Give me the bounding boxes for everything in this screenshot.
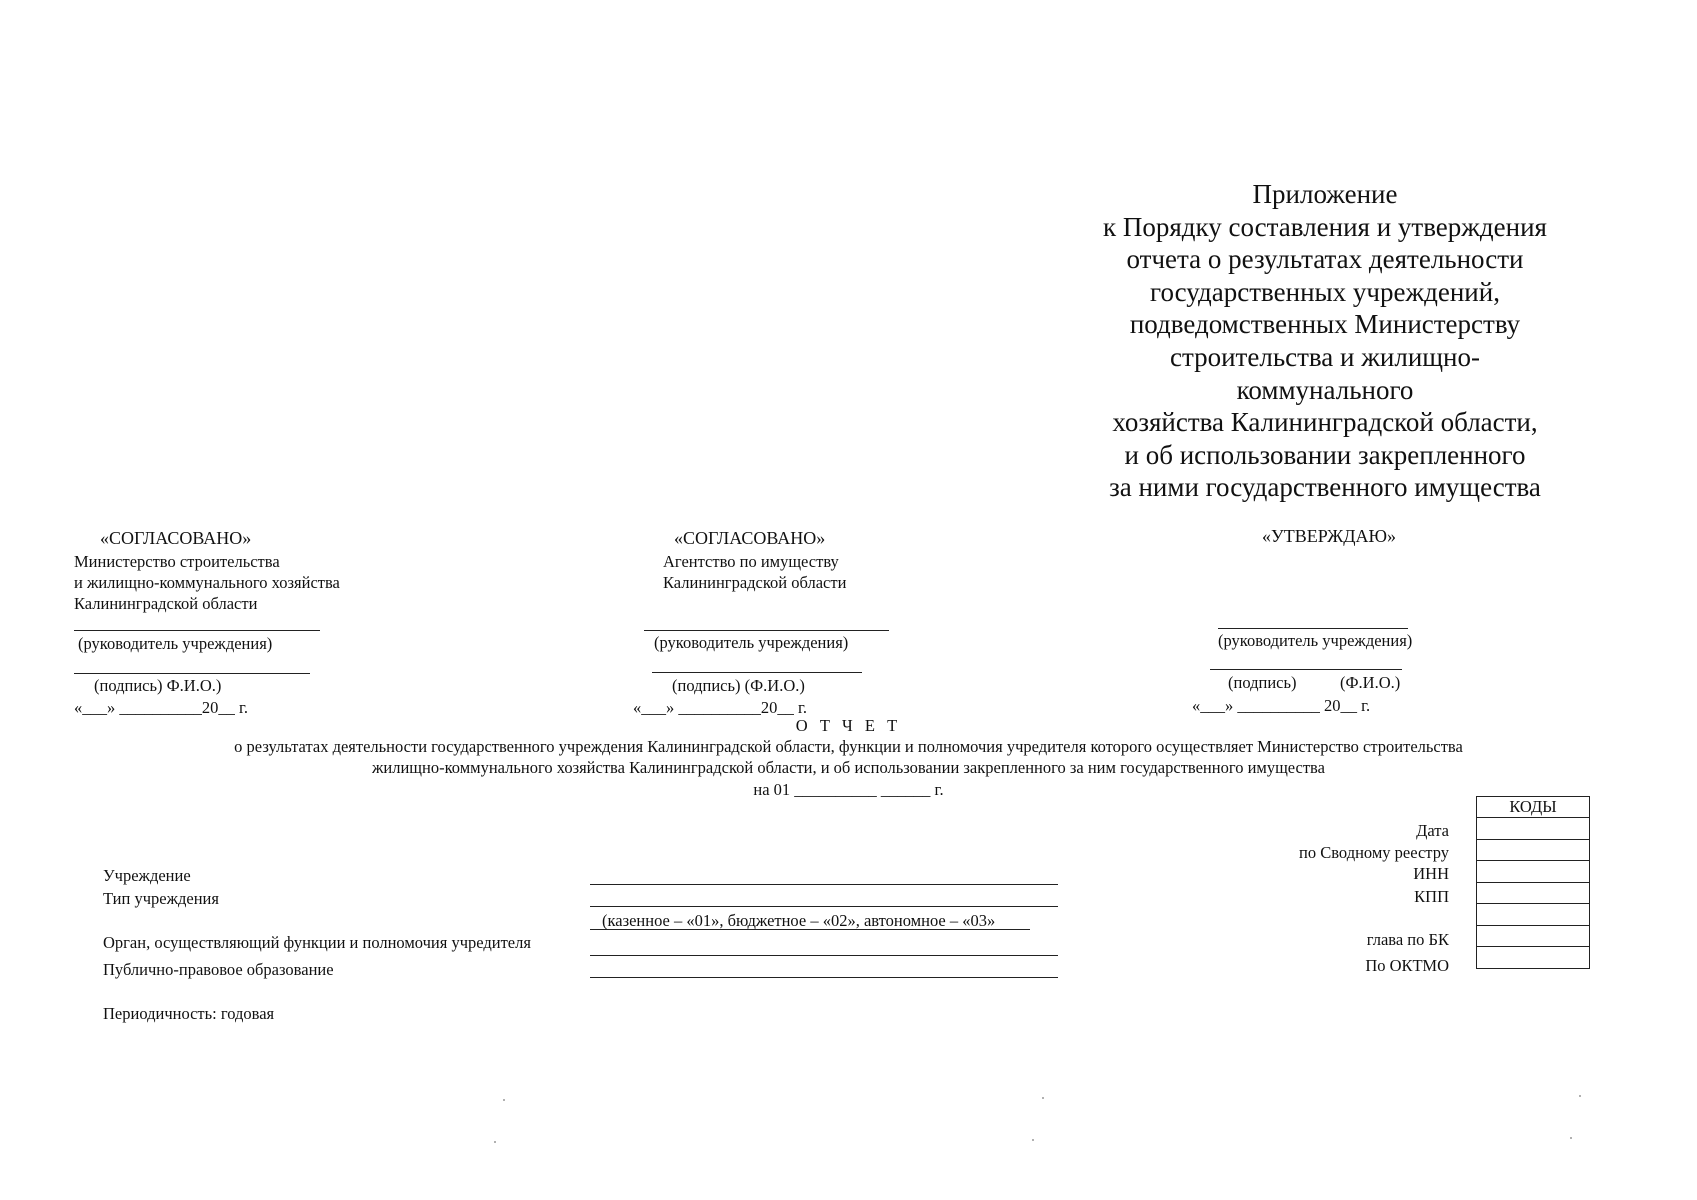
- label-institution-type: Тип учреждения: [103, 889, 219, 908]
- label-periodicity: Периодичность: годовая: [103, 1004, 275, 1023]
- code-cell-oktmo[interactable]: [1477, 947, 1590, 969]
- label-public-entity: Публично-правовое образование: [103, 960, 334, 979]
- code-cell-inn[interactable]: [1477, 861, 1590, 883]
- code-label-inn: ИНН: [1413, 864, 1449, 883]
- institution-type-field[interactable]: [590, 906, 1058, 907]
- org-line: Калининградской области: [74, 594, 258, 613]
- institution-type-hint-underline: [590, 929, 1030, 930]
- approval-1-org: [74, 551, 340, 614]
- approval-3-date: «___» __________ 20__ г.: [1192, 696, 1371, 715]
- label-founder-body: Орган, осуществляющий функции и полномочия учредителя: [103, 933, 531, 952]
- scan-speck: [494, 1141, 496, 1143]
- approval-2-org: [663, 551, 846, 593]
- appendix-line: государственных учреждений,: [1150, 276, 1500, 307]
- org-line: и жилищно-коммунального хозяйства: [74, 573, 340, 592]
- report-line-2: жилищно-коммунального хозяйства Калининградской области, и об использовании закрепленного за ним государственного имущества: [372, 758, 1325, 777]
- code-label-date: Дата: [1416, 821, 1449, 840]
- scan-speck: [1579, 1095, 1581, 1097]
- appendix-heading: [1075, 178, 1575, 504]
- approval-2-stamp: «СОГЛАСОВАНО»: [674, 528, 826, 548]
- approval-1-sign-line: [74, 673, 310, 674]
- approval-1-sign-caption: (подпись) Ф.И.О.): [94, 676, 222, 695]
- org-line: Калининградской области: [663, 573, 847, 592]
- approval-1-role: (руководитель учреждения): [78, 634, 273, 653]
- institution-field[interactable]: [590, 884, 1058, 885]
- report-heading-text: О Т Ч Е Т: [795, 716, 902, 735]
- code-label-oktmo: По ОКТМО: [1365, 956, 1449, 975]
- appendix-line: отчета о результатах деятельности: [1126, 244, 1524, 275]
- report-date-line: на 01 __________ ______ г.: [753, 780, 944, 799]
- approval-3-sign-caption-left: (подпись): [1228, 673, 1297, 692]
- code-label-kpp: КПП: [1414, 887, 1449, 906]
- institution-type-hint: (казенное – «01», бюджетное – «02», автономное – «03»: [602, 911, 996, 930]
- appendix-line: строительства и жилищно-: [1170, 341, 1480, 372]
- org-line: Министерство строительства: [74, 552, 280, 571]
- report-heading: [0, 715, 1697, 736]
- founder-body-field[interactable]: [590, 955, 1058, 956]
- approval-2-sign-line: [652, 672, 862, 673]
- report-line-1: о результатах деятельности государственного учреждения Калининградской области, функции и полномочия учредителя которого осуществляет Министерство строительства: [234, 737, 1463, 756]
- appendix-line: коммунального: [1236, 374, 1414, 405]
- code-label-bk: глава по БК: [1366, 930, 1449, 949]
- approval-3-stamp: «УТВЕРЖДАЮ»: [1262, 526, 1397, 546]
- approval-1-stamp: «СОГЛАСОВАНО»: [100, 528, 252, 548]
- code-cell-kpp[interactable]: [1477, 882, 1590, 904]
- approval-3-role-line: [1218, 628, 1408, 629]
- appendix-line: к Порядку составления и утверждения: [1103, 211, 1547, 242]
- scan-speck: [1032, 1139, 1034, 1141]
- approval-1-date: «___» __________20__ г.: [74, 698, 249, 717]
- appendix-line: и об использовании закрепленного: [1124, 439, 1526, 470]
- appendix-line: Приложение: [1252, 179, 1398, 209]
- approval-1-role-line: [74, 630, 320, 631]
- code-cell-registry[interactable]: [1477, 839, 1590, 861]
- code-label-registry: по Сводному реестру: [1299, 843, 1449, 862]
- appendix-line: хозяйства Калининградской области,: [1112, 407, 1538, 438]
- appendix-line: за ними государственного имущества: [1109, 472, 1541, 503]
- approval-3-sign-line: [1210, 669, 1402, 670]
- org-line: Агентство по имуществу: [663, 552, 839, 571]
- code-cell-bk[interactable]: [1477, 925, 1590, 947]
- approval-3-sign-caption-right: (Ф.И.О.): [1340, 673, 1401, 692]
- public-entity-field[interactable]: [590, 977, 1058, 978]
- codes-table: [1476, 796, 1590, 969]
- approval-2-date: «___» __________20__ г.: [633, 698, 808, 717]
- code-cell-extra[interactable]: [1477, 904, 1590, 926]
- scan-speck: [1570, 1137, 1572, 1139]
- code-cell-date[interactable]: [1477, 818, 1590, 840]
- approval-3-role: (руководитель учреждения): [1218, 631, 1413, 650]
- appendix-line: подведомственных Министерству: [1129, 309, 1521, 340]
- codes-header: КОДЫ: [1477, 797, 1590, 818]
- label-institution: Учреждение: [103, 866, 191, 885]
- approval-2-role-line: [644, 630, 889, 631]
- approval-2-role: (руководитель учреждения): [654, 633, 849, 652]
- approval-2-sign-caption: (подпись) (Ф.И.О.): [672, 676, 805, 695]
- scan-speck: [1042, 1097, 1044, 1099]
- scan-speck: [503, 1099, 505, 1101]
